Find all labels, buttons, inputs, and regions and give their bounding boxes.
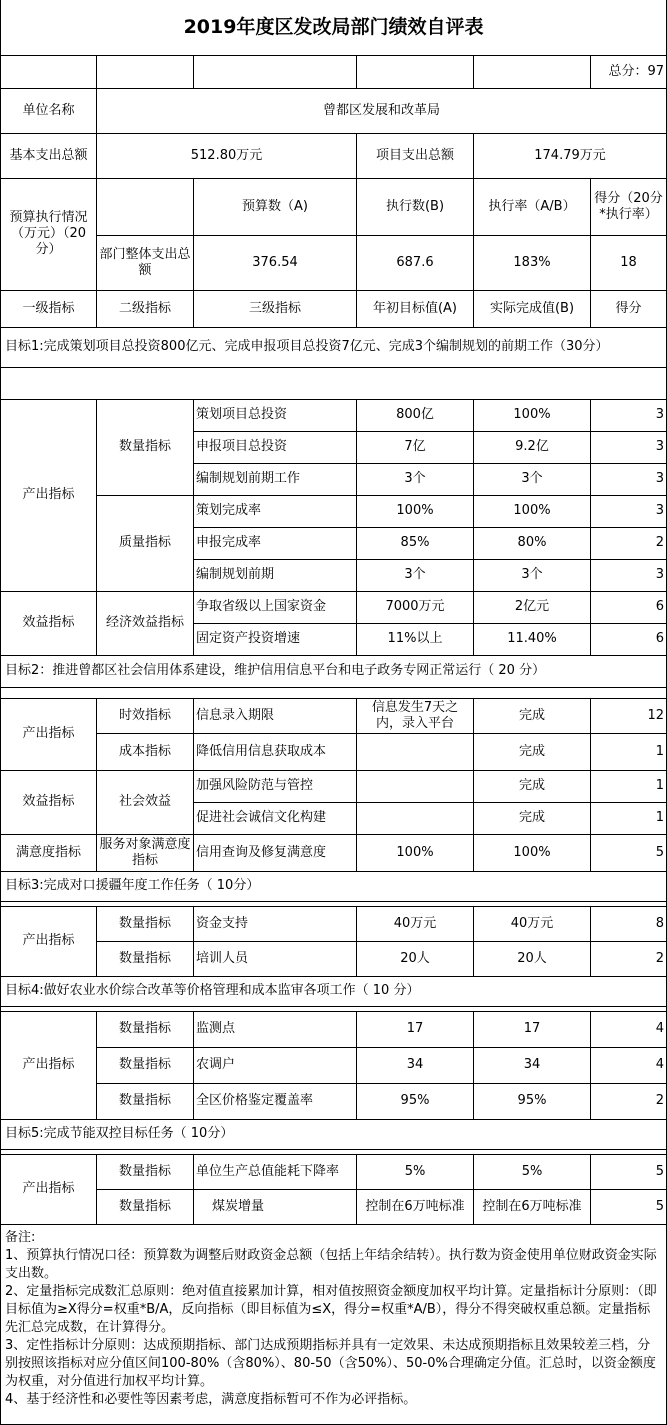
blank-cell (474, 55, 591, 88)
table-row (1, 941, 667, 976)
indicator-name: 单位生产总值能耗下降率 (194, 1154, 357, 1189)
target-value: 100% (357, 495, 474, 527)
page-title: 2019年度区发改局部门绩效自评表 (1, 0, 667, 55)
score-value: 4 (591, 1047, 667, 1083)
indicator-name: 信用查询及修复满意度 (194, 834, 357, 871)
indicator-name: 降低信用信息获取成本 (194, 733, 357, 770)
blank-cell (97, 55, 194, 88)
table-row (1, 733, 667, 770)
target-value: 40万元 (357, 906, 474, 941)
level2-quantity: 数量指标 (97, 1154, 194, 1189)
indicator-name: 信息录入期限 (194, 698, 357, 733)
score-value: 1 (591, 733, 667, 770)
level2-economic: 经济效益指标 (97, 591, 194, 655)
notes-heading: 备注: (5, 1229, 36, 1245)
table-row (1, 698, 667, 733)
actual-value: 20人 (474, 941, 591, 976)
target-value: 100% (357, 834, 474, 871)
score-value: 5 (591, 1154, 667, 1189)
actual-value: 100% (474, 399, 591, 431)
total-score: 总分：97 (591, 55, 667, 88)
target-value: 11%以上 (357, 623, 474, 655)
table-row (1, 1189, 667, 1224)
level1-output: 产出指标 (1, 1154, 97, 1224)
actual-value: 34 (474, 1047, 591, 1083)
header-target: 年初目标值(A) (357, 290, 474, 327)
actual-value: 9.2亿 (474, 431, 591, 463)
goal-3-title: 目标3:完成对口援疆年度工作任务（ 10分） (1, 871, 667, 901)
table-row (1, 1047, 667, 1083)
level2-quantity: 数量指标 (97, 399, 194, 495)
note-item: 4、基于经济性和必要性等因素考虑，满意度指标暂可不作为必评指标。 (5, 1391, 417, 1407)
indicator-name: 策划完成率 (194, 495, 357, 527)
level1-output: 产出指标 (1, 906, 97, 976)
budget-score-value: 18 (591, 235, 667, 290)
unit-name-label: 单位名称 (1, 88, 97, 133)
indicator-name: 争取省级以上国家资金 (194, 591, 357, 623)
score-value: 3 (591, 431, 667, 463)
actual-value: 11.40% (474, 623, 591, 655)
blank-row (1, 367, 667, 399)
project-expense-label: 项目支出总额 (357, 133, 474, 178)
basic-expense-label: 基本支出总额 (1, 133, 97, 178)
indicator-name: 加强风险防范与管控 (194, 770, 357, 802)
note-item: 3、定性指标计分原则：达成预期指标、部门达成预期指标并具有一定效果、未达成预期指标且效果较差三档，分别按照该指标对应分值区间100-80%（含80%）、80-50（含50%）、50-0%合理确定分值。汇总时，以资金额度为权重，对分值进行加权平均计算。 (5, 1337, 656, 1389)
execution-value: 687.6 (357, 235, 474, 290)
level2-quantity: 数量指标 (97, 1083, 194, 1119)
actual-value: 5% (474, 1154, 591, 1189)
indicator-name: 固定资产投资增速 (194, 623, 357, 655)
actual-value: 完成 (474, 698, 591, 733)
level2-service-satisfaction: 服务对象满意度指标 (97, 834, 194, 871)
note-item: 1、预算执行情况口径：预算数为调整后财政资金总额（包括上年结余结转）。执行数为资金使用单位财政资金实际支出数。 (5, 1247, 657, 1281)
indicator-name: 培训人员 (194, 941, 357, 976)
score-value: 12 (591, 698, 667, 733)
notes-section (1, 1224, 667, 1424)
actual-value: 控制在6万吨标准 (474, 1189, 591, 1224)
target-value: 7000万元 (357, 591, 474, 623)
actual-value: 80% (474, 527, 591, 559)
target-value: 34 (357, 1047, 474, 1083)
actual-value: 17 (474, 1011, 591, 1047)
indicator-name: 编制规划前期工作 (194, 463, 357, 495)
blank-row (1, 687, 667, 698)
indicator-name: 编制规划前期 (194, 559, 357, 591)
header-actual: 实际完成值(B) (474, 290, 591, 327)
blank-cell (1, 55, 97, 88)
score-value: 4 (591, 1011, 667, 1047)
level2-quantity: 数量指标 (97, 1189, 194, 1224)
indicator-name: 资金支持 (194, 906, 357, 941)
actual-value: 3个 (474, 463, 591, 495)
indicator-name: 全区价格鉴定覆盖率 (194, 1083, 357, 1119)
target-value (357, 733, 474, 770)
indicator-name: 申报完成率 (194, 527, 357, 559)
table-row (1, 1011, 667, 1047)
level1-output: 产出指标 (1, 1011, 97, 1119)
actual-value: 2亿元 (474, 591, 591, 623)
header-level1: 一级指标 (1, 290, 97, 327)
level1-output: 产出指标 (1, 698, 97, 770)
department-total-label: 部门整体支出总额 (97, 235, 194, 290)
table-row (1, 1154, 667, 1189)
column-header-row (1, 290, 667, 327)
level2-quantity: 数量指标 (97, 941, 194, 976)
note-item: 2、定量指标完成数汇总原则：绝对值直接累加计算，相对值按照资金额度加权平均计算。定量指标计分原则：（即目标值为≥X得分=权重*B/A，反向指标（即目标值为≤X，得分=权重*A/B），得分不得突破权重总额。定量指标先汇总完成数，在计算得分。 (5, 1283, 657, 1335)
level2-cost: 成本指标 (97, 733, 194, 770)
level1-benefit: 效益指标 (1, 770, 97, 834)
target-value: 85% (357, 527, 474, 559)
target-value: 95% (357, 1083, 474, 1119)
level1-satisfaction: 满意度指标 (1, 834, 97, 871)
score-value: 6 (591, 591, 667, 623)
project-expense-value: 174.79万元 (474, 133, 667, 178)
unit-name-value: 曾都区发展和改革局 (97, 88, 667, 133)
level2-timeliness: 时效指标 (97, 698, 194, 733)
execution-rate-header: 执行率（A/B） (474, 178, 591, 235)
budget-score-header: 得分（20分*执行率） (591, 178, 667, 235)
score-value: 5 (591, 1189, 667, 1224)
table-row (1, 399, 667, 431)
table-row (1, 770, 667, 802)
score-value: 2 (591, 1083, 667, 1119)
goal-1-title: 目标1:完成策划项目总投资800亿元、完成申报项目总投资7亿元、完成3个编制规划的前期工作（30分） (1, 327, 667, 367)
blank-cell (97, 178, 194, 235)
score-value: 1 (591, 770, 667, 802)
goal-2-title: 目标2：推进曾都区社会信用体系建设，维护信用信息平台和电子政务专网正常运行（ 20 分） (1, 655, 667, 687)
indicator-name: 农调户 (194, 1047, 357, 1083)
target-value: 20人 (357, 941, 474, 976)
table-row (1, 495, 667, 527)
indicator-name: 促进社会诚信文化构建 (194, 802, 357, 834)
goal-4-title: 目标4:做好农业水价综合改革等价格管理和成本监审各项工作（ 10 分） (1, 976, 667, 1006)
indicator-name: 煤炭增量 (194, 1189, 357, 1224)
indicator-name: 策划项目总投资 (194, 399, 357, 431)
score-value: 2 (591, 527, 667, 559)
level2-social: 社会效益 (97, 770, 194, 834)
actual-value: 100% (474, 495, 591, 527)
indicator-name: 申报项目总投资 (194, 431, 357, 463)
blank-cell (194, 55, 357, 88)
score-value: 3 (591, 463, 667, 495)
level1-benefit: 效益指标 (1, 591, 97, 655)
level2-quantity: 数量指标 (97, 1011, 194, 1047)
header-score: 得分 (591, 290, 667, 327)
level1-output: 产出指标 (1, 399, 97, 591)
target-value: 3个 (357, 463, 474, 495)
target-value: 信息发生7天之内，录入平台 (357, 698, 474, 733)
indicator-name: 监测点 (194, 1011, 357, 1047)
actual-value: 完成 (474, 802, 591, 834)
target-value (357, 770, 474, 802)
actual-value: 40万元 (474, 906, 591, 941)
header-level2: 二级指标 (97, 290, 194, 327)
budget-value: 376.54 (194, 235, 357, 290)
score-value: 8 (591, 906, 667, 941)
target-value: 3个 (357, 559, 474, 591)
target-value: 17 (357, 1011, 474, 1047)
score-value: 1 (591, 802, 667, 834)
level2-quantity: 数量指标 (97, 1047, 194, 1083)
goal-5-title: 目标5:完成节能双控目标任务（ 10分） (1, 1119, 667, 1149)
level2-quantity: 数量指标 (97, 906, 194, 941)
score-value: 3 (591, 559, 667, 591)
budget-header: 预算数（A) (194, 178, 357, 235)
target-value: 5% (357, 1154, 474, 1189)
table-row (1, 591, 667, 623)
target-value: 7亿 (357, 431, 474, 463)
header-level3: 三级指标 (194, 290, 357, 327)
budget-execution-label: 预算执行情况（万元）（20分） (1, 178, 97, 290)
score-value: 5 (591, 834, 667, 871)
table-row (1, 1083, 667, 1119)
execution-rate-value: 183% (474, 235, 591, 290)
basic-expense-value: 512.80万元 (97, 133, 357, 178)
target-value: 800亿 (357, 399, 474, 431)
score-value: 6 (591, 623, 667, 655)
score-value: 3 (591, 495, 667, 527)
score-value: 2 (591, 941, 667, 976)
actual-value: 完成 (474, 733, 591, 770)
table-row (1, 834, 667, 871)
execution-header: 执行数(B) (357, 178, 474, 235)
score-value: 3 (591, 399, 667, 431)
level2-quality: 质量指标 (97, 495, 194, 591)
table-row (1, 906, 667, 941)
actual-value: 完成 (474, 770, 591, 802)
target-value: 控制在6万吨标准 (357, 1189, 474, 1224)
actual-value: 95% (474, 1083, 591, 1119)
actual-value: 3个 (474, 559, 591, 591)
blank-cell (357, 55, 474, 88)
target-value (357, 802, 474, 834)
actual-value: 100% (474, 834, 591, 871)
